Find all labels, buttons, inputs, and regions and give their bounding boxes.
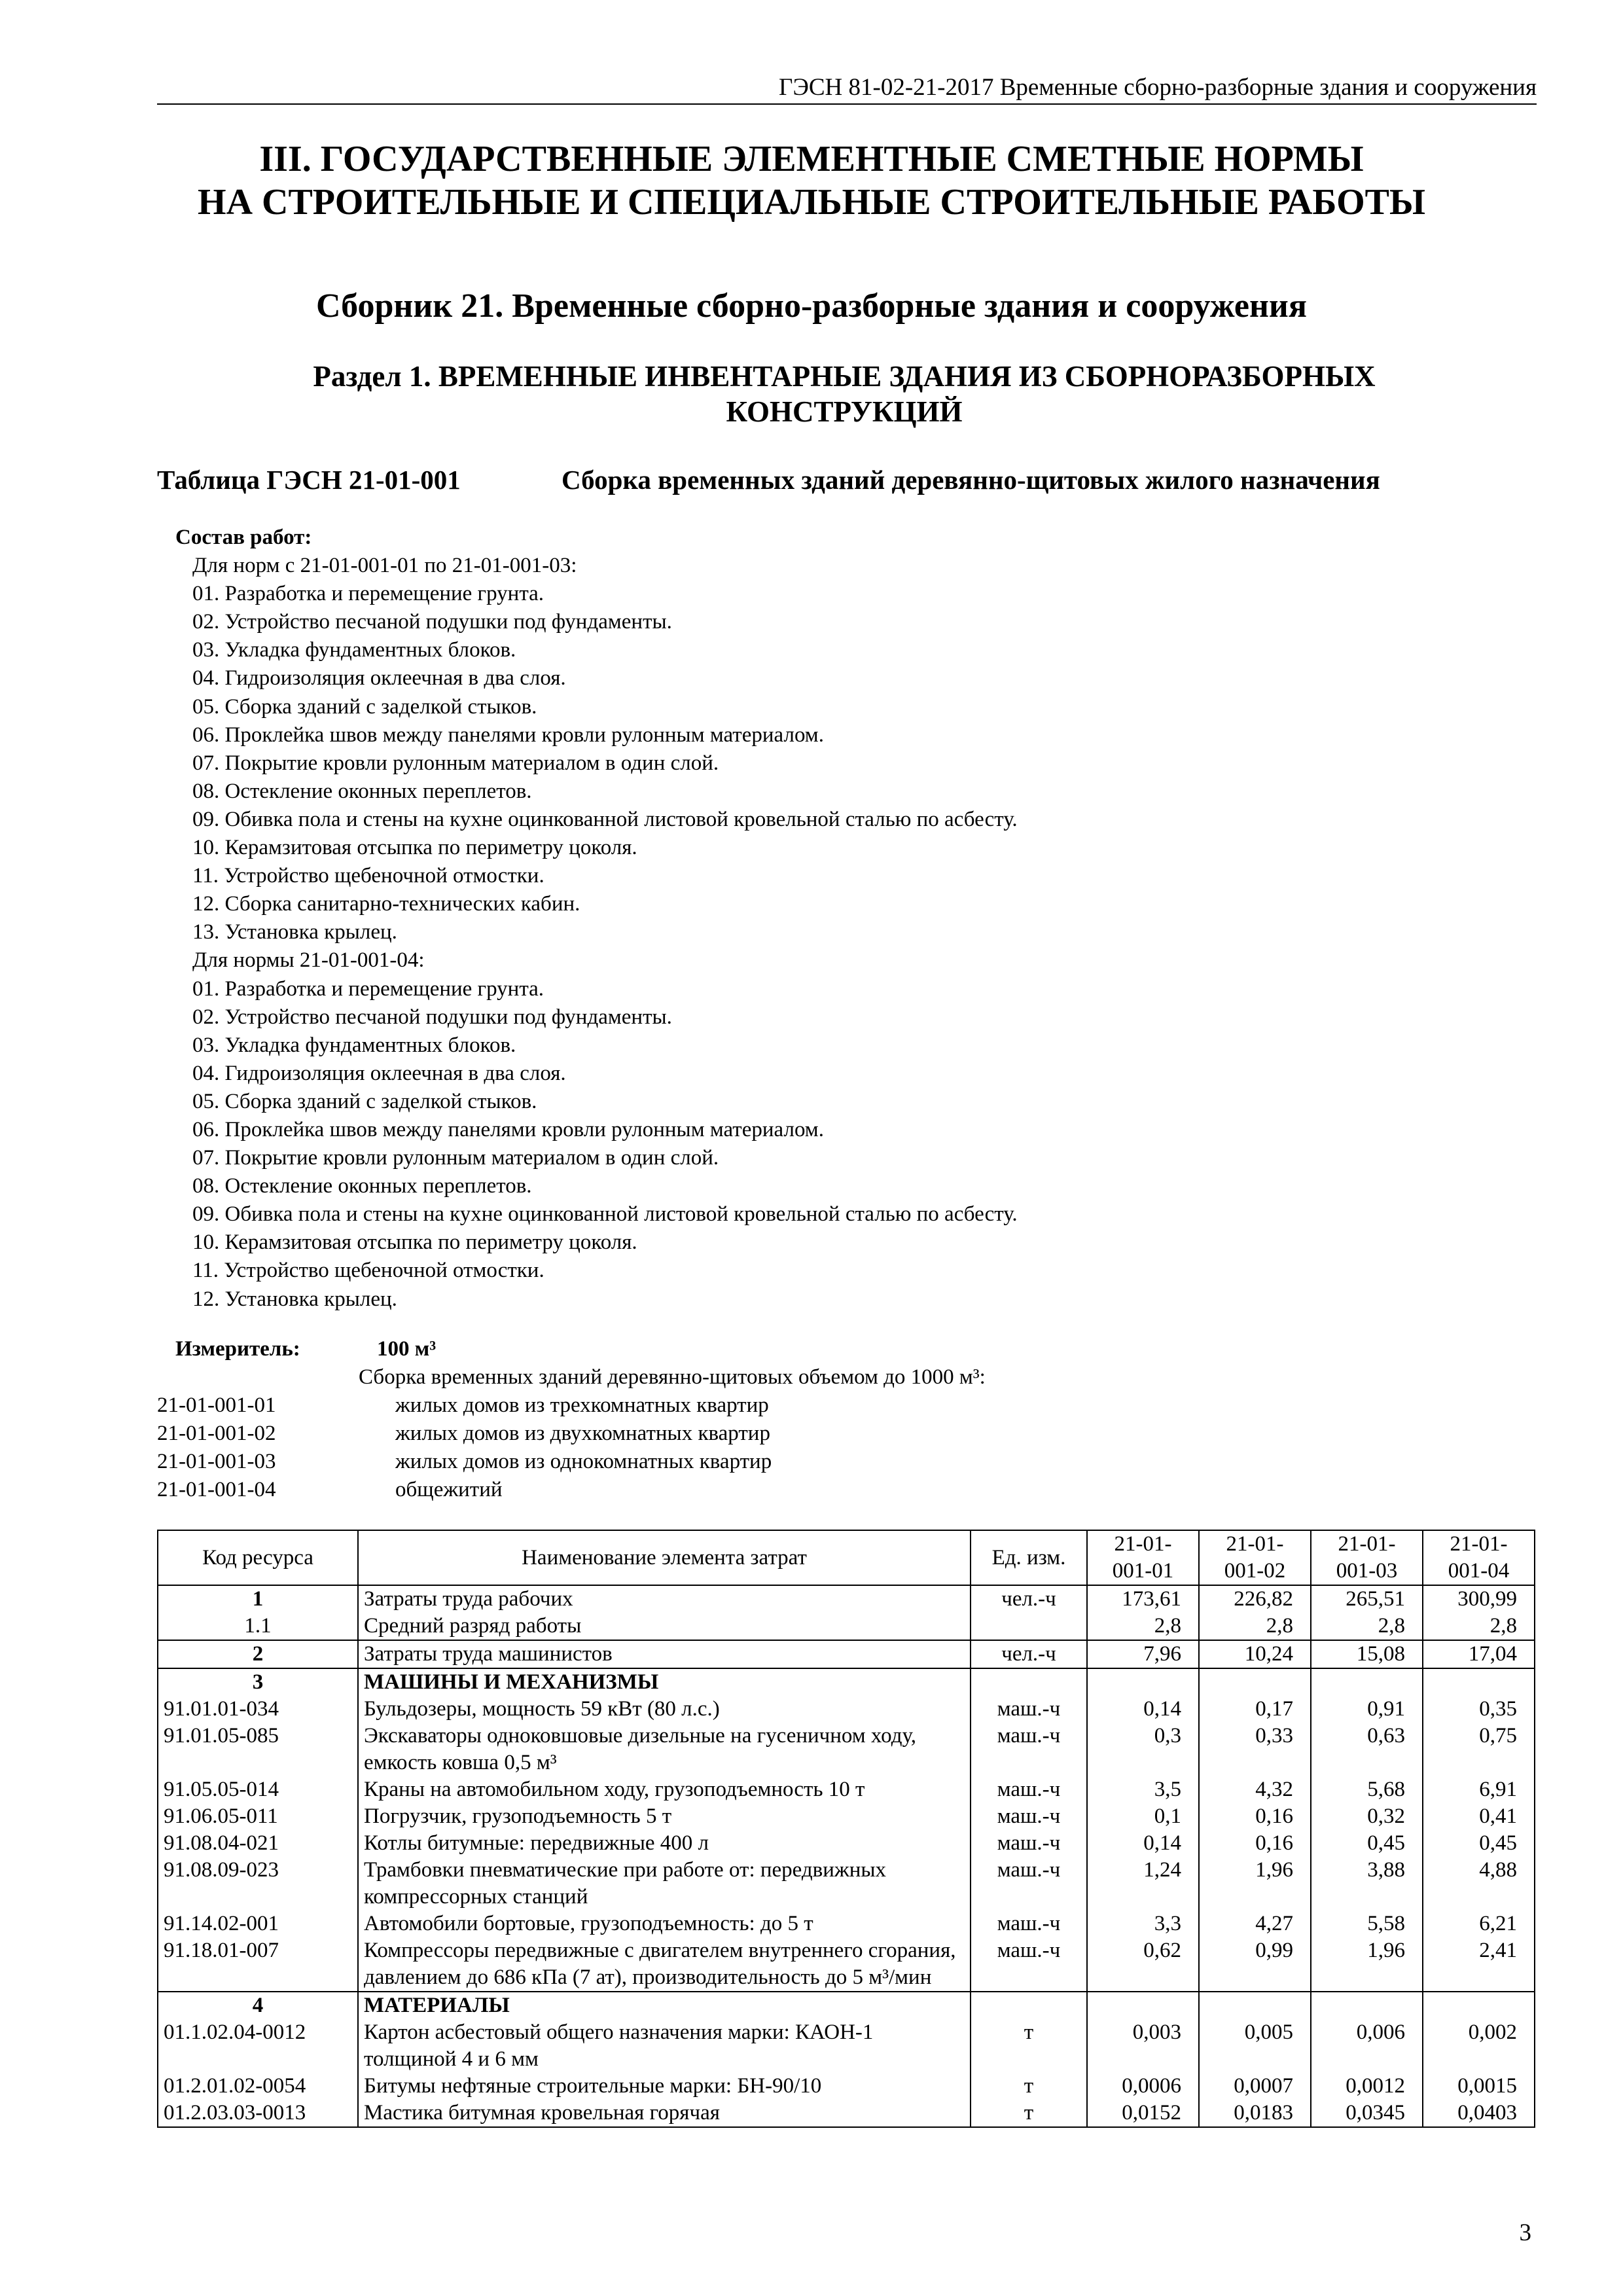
table-row <box>158 1803 1535 1830</box>
work-item: 05. Сборка зданий с заделкой стыков. <box>192 1089 537 1113</box>
header-unit: Ед. изм. <box>971 1530 1087 1585</box>
meter-items <box>157 1391 1204 1504</box>
work-composition-label: Состав работ: <box>175 526 312 549</box>
norm-value <box>1423 1668 1535 1696</box>
norm-value: 4,32 <box>1199 1776 1311 1803</box>
work-item: 06. Проклейка швов между панелями кровли рулонным материалом. <box>192 723 824 747</box>
resource-name: Автомобили бортовые, грузоподъемность: до 5 т <box>358 1910 971 1937</box>
work-item: 11. Устройство щебеночной отмостки. <box>192 864 544 888</box>
norm-value: 0,35 <box>1423 1696 1535 1723</box>
norm-value: 0,002 <box>1423 2019 1535 2073</box>
norm-value: 300,99 <box>1423 1585 1535 1613</box>
meter-item-text: жилых домов из двухкомнатных квартир <box>395 1422 770 1446</box>
norm-value <box>1087 1992 1199 2019</box>
resource-name: Погрузчик, грузоподъемность 5 т <box>358 1803 971 1830</box>
resource-unit: маш.-ч <box>971 1723 1087 1776</box>
table-title: Сборка временных зданий деревянно-щитовых жилого назначения <box>562 465 1380 495</box>
resource-code: 91.06.05-011 <box>158 1803 358 1830</box>
norm-value: 0,16 <box>1199 1803 1311 1830</box>
resource-code: 91.01.01-034 <box>158 1696 358 1723</box>
resource-unit: маш.-ч <box>971 1937 1087 1992</box>
resource-name: Картон асбестовый общего назначения марки: КАОН-1 толщиной 4 и 6 мм <box>358 2019 971 2073</box>
norm-value: 3,88 <box>1311 1857 1423 1910</box>
table-code: Таблица ГЭСН 21-01-001 <box>157 465 461 495</box>
norm-value: 0,63 <box>1311 1723 1423 1776</box>
norm-value: 0,0015 <box>1423 2073 1535 2100</box>
resource-table <box>157 1530 1535 2128</box>
resource-unit: маш.-ч <box>971 1857 1087 1910</box>
table-row <box>158 1696 1535 1723</box>
work-item: 09. Обивка пола и стены на кухне оцинкованной листовой кровельной сталью по асбесту. <box>192 807 1018 831</box>
meter-item-code: 21-01-001-01 <box>157 1393 276 1418</box>
work-composition-list <box>175 552 1018 1314</box>
norm-value: 0,005 <box>1199 2019 1311 2073</box>
norm-value: 0,0152 <box>1087 2100 1199 2127</box>
table-row <box>158 2100 1535 2127</box>
norm-value: 0,0183 <box>1199 2100 1311 2127</box>
norm-value: 7,96 <box>1087 1640 1199 1668</box>
resource-name: Котлы битумные: передвижные 400 л <box>358 1830 971 1857</box>
meter-item-text: общежитий <box>395 1478 503 1502</box>
norm-value <box>1423 1992 1535 2019</box>
norm-value: 0,41 <box>1423 1803 1535 1830</box>
meter-item-text: жилых домов из однокомнатных квартир <box>395 1450 772 1474</box>
norm-value: 0,16 <box>1199 1830 1311 1857</box>
work-item: 13. Установка крылец. <box>192 920 397 944</box>
work-item: 01. Разработка и перемещение грунта. <box>192 582 544 606</box>
norm-value: 0,45 <box>1311 1830 1423 1857</box>
work-item: 04. Гидроизоляция оклеечная в два слоя. <box>192 1061 566 1085</box>
norm-value: 1,96 <box>1311 1937 1423 1992</box>
table-row <box>158 1640 1535 1668</box>
norm-value <box>1311 1668 1423 1696</box>
main-title-line-1: III. ГОСУДАРСТВЕННЫЕ ЭЛЕМЕНТНЫЕ СМЕТНЫЕ НОРМЫ <box>259 139 1364 179</box>
norm-value: 4,88 <box>1423 1857 1535 1910</box>
meter-description: Сборка временных зданий деревянно-щитовых объемом до 1000 м³: <box>359 1365 986 1390</box>
norm-value: 173,61 <box>1087 1585 1199 1613</box>
table-row <box>158 1830 1535 1857</box>
norm-value: 0,14 <box>1087 1830 1199 1857</box>
work-item: 08. Остекление оконных переплетов. <box>192 1174 532 1198</box>
resource-name: Бульдозеры, мощность 59 кВт (80 л.с.) <box>358 1696 971 1723</box>
table-row <box>158 1857 1535 1910</box>
main-title-line-2: НА СТРОИТЕЛЬНЫЕ И СПЕЦИАЛЬНЫЕ СТРОИТЕЛЬНЫЕ РАБОТЫ <box>198 182 1425 223</box>
work-item: 07. Покрытие кровли рулонным материалом в один слой. <box>192 751 719 775</box>
resource-name: Битумы нефтяные строительные марки: БН-90/10 <box>358 2073 971 2100</box>
meter-item <box>157 1420 1204 1448</box>
work-item: 10. Керамзитовая отсыпка по периметру цоколя. <box>192 1230 637 1255</box>
resource-name: Трамбовки пневматические при работе от: передвижных компрессорных станций <box>358 1857 971 1910</box>
table-row <box>158 2019 1535 2073</box>
norm-value <box>1199 1668 1311 1696</box>
collection-title: Сборник 21. Временные сборно-разборные здания и сооружения <box>315 287 1308 325</box>
table-row <box>158 1776 1535 1803</box>
resource-name: Краны на автомобильном ходу, грузоподъемность 10 т <box>358 1776 971 1803</box>
work-item: 01. Разработка и перемещение грунта. <box>192 977 544 1001</box>
work-item: Для норм с 21-01-001-01 по 21-01-001-03: <box>192 554 577 578</box>
meter-unit: 100 м³ <box>377 1337 437 1361</box>
resource-code: 91.08.09-023 <box>158 1857 358 1910</box>
table-row <box>158 1585 1535 1613</box>
table-heading <box>157 463 1380 496</box>
resource-unit: маш.-ч <box>971 1803 1087 1830</box>
page-number: 3 <box>1519 2219 1531 2246</box>
norm-value: 15,08 <box>1311 1640 1423 1668</box>
norm-value: 5,58 <box>1311 1910 1423 1937</box>
norm-value: 0,3 <box>1087 1723 1199 1776</box>
resource-code: 91.14.02-001 <box>158 1910 358 1937</box>
norm-value: 6,21 <box>1423 1910 1535 1937</box>
work-item: 02. Устройство песчаной подушки под фундаменты. <box>192 1005 672 1029</box>
work-item: 12. Сборка санитарно-технических кабин. <box>192 892 580 916</box>
work-item: 06. Проклейка швов между панелями кровли рулонным материалом. <box>192 1117 824 1141</box>
norm-value: 0,45 <box>1423 1830 1535 1857</box>
resource-unit: т <box>971 2019 1087 2073</box>
work-item: 09. Обивка пола и стены на кухне оцинкованной листовой кровельной сталью по асбесту. <box>192 1202 1018 1227</box>
resource-code: 01.1.02.04-0012 <box>158 2019 358 2073</box>
work-item: 08. Остекление оконных переплетов. <box>192 779 532 803</box>
table-body <box>158 1585 1535 2127</box>
norm-value: 1,96 <box>1199 1857 1311 1910</box>
norm-value <box>1311 1992 1423 2019</box>
meter-label: Измеритель: <box>175 1337 300 1361</box>
table-row <box>158 1992 1535 2019</box>
norm-value: 0,006 <box>1311 2019 1423 2073</box>
table-row <box>158 1723 1535 1776</box>
resource-name: Мастика битумная кровельная горячая <box>358 2100 971 2127</box>
table-header-row <box>158 1530 1535 1585</box>
norm-value: 17,04 <box>1423 1640 1535 1668</box>
norm-value: 0,1 <box>1087 1803 1199 1830</box>
resource-name: Затраты труда рабочих <box>358 1585 971 1613</box>
resource-name: Средний разряд работы <box>358 1613 971 1640</box>
resource-name: Экскаваторы одноковшовые дизельные на гусеничном ходу, емкость ковша 0,5 м³ <box>358 1723 971 1776</box>
norm-value: 0,14 <box>1087 1696 1199 1723</box>
work-item: 05. Сборка зданий с заделкой стыков. <box>192 694 537 719</box>
norm-value: 0,99 <box>1199 1937 1311 1992</box>
work-item: 10. Керамзитовая отсыпка по периметру цоколя. <box>192 836 637 860</box>
meter-item-code: 21-01-001-02 <box>157 1422 276 1446</box>
resource-unit: маш.-ч <box>971 1696 1087 1723</box>
norm-value: 1,24 <box>1087 1857 1199 1910</box>
norm-value: 6,91 <box>1423 1776 1535 1803</box>
work-item: 11. Устройство щебеночной отмостки. <box>192 1259 544 1283</box>
norm-value: 0,0403 <box>1423 2100 1535 2127</box>
header-norm-03: 21-01- 001-03 <box>1311 1530 1423 1585</box>
resource-unit: т <box>971 2073 1087 2100</box>
section-title-line-2: КОНСТРУКЦИЙ <box>726 395 963 428</box>
section-title <box>249 359 1440 429</box>
work-item: 12. Установка крылец. <box>192 1287 397 1311</box>
table-row <box>158 1937 1535 1992</box>
norm-value: 0,62 <box>1087 1937 1199 1992</box>
resource-code: 3 <box>158 1668 358 1696</box>
resource-unit: чел.-ч <box>971 1585 1087 1613</box>
meter-item <box>157 1476 1204 1504</box>
work-item: 07. Покрытие кровли рулонным материалом в один слой. <box>192 1146 719 1170</box>
norm-value: 2,8 <box>1423 1613 1535 1640</box>
resource-unit: маш.-ч <box>971 1776 1087 1803</box>
work-item: 04. Гидроизоляция оклеечная в два слоя. <box>192 666 566 691</box>
norm-value: 3,5 <box>1087 1776 1199 1803</box>
norm-value: 3,3 <box>1087 1910 1199 1937</box>
resource-unit: т <box>971 2100 1087 2127</box>
resource-code: 91.08.04-021 <box>158 1830 358 1857</box>
resource-name: МАТЕРИАЛЫ <box>358 1992 971 2019</box>
norm-value: 0,17 <box>1199 1696 1311 1723</box>
main-title <box>131 137 1492 224</box>
meter-row <box>157 1335 1204 1363</box>
work-item: 03. Укладка фундаментных блоков. <box>192 1033 516 1057</box>
resource-code: 1.1 <box>158 1613 358 1640</box>
norm-value: 265,51 <box>1311 1585 1423 1613</box>
resource-name: Затраты труда машинистов <box>358 1640 971 1668</box>
norm-value: 0,32 <box>1311 1803 1423 1830</box>
norm-value: 2,41 <box>1423 1937 1535 1992</box>
header-name: Наименование элемента затрат <box>358 1530 971 1585</box>
meter-item-code: 21-01-001-03 <box>157 1450 276 1474</box>
norm-value: 0,0345 <box>1311 2100 1423 2127</box>
resource-code: 1 <box>158 1585 358 1613</box>
header-norm-02: 21-01- 001-02 <box>1199 1530 1311 1585</box>
norm-value: 0,0007 <box>1199 2073 1311 2100</box>
resource-name: Компрессоры передвижные с двигателем внутреннего сгорания, давлением до 686 кПа (7 ат), производительность до 5 м³/мин <box>358 1937 971 1992</box>
norm-value: 0,0012 <box>1311 2073 1423 2100</box>
header-norm-01: 21-01- 001-01 <box>1087 1530 1199 1585</box>
header-norm-04: 21-01- 001-04 <box>1423 1530 1535 1585</box>
table-row <box>158 1613 1535 1640</box>
resource-code: 2 <box>158 1640 358 1668</box>
work-item: 02. Устройство песчаной подушки под фундаменты. <box>192 610 672 634</box>
header-code: Код ресурса <box>158 1530 358 1585</box>
table-row <box>158 1910 1535 1937</box>
norm-value: 0,33 <box>1199 1723 1311 1776</box>
table-row <box>158 2073 1535 2100</box>
table-row <box>158 1668 1535 1696</box>
running-header: ГЭСН 81-02-21-2017 Временные сборно-разборные здания и сооружения <box>157 73 1537 105</box>
resource-unit <box>971 1668 1087 1696</box>
norm-value: 4,27 <box>1199 1910 1311 1937</box>
work-item: 03. Укладка фундаментных блоков. <box>192 638 516 662</box>
work-composition <box>175 524 1018 1314</box>
resource-unit: маш.-ч <box>971 1830 1087 1857</box>
norm-value: 2,8 <box>1199 1613 1311 1640</box>
norm-value: 0,003 <box>1087 2019 1199 2073</box>
resource-code: 91.18.01-007 <box>158 1937 358 1992</box>
norm-value: 0,91 <box>1311 1696 1423 1723</box>
norm-value: 5,68 <box>1311 1776 1423 1803</box>
norm-value: 0,75 <box>1423 1723 1535 1776</box>
meter-item-code: 21-01-001-04 <box>157 1478 276 1502</box>
resource-unit <box>971 1992 1087 2019</box>
resource-code: 01.2.03.03-0013 <box>158 2100 358 2127</box>
norm-value: 0,0006 <box>1087 2073 1199 2100</box>
resource-name: МАШИНЫ И МЕХАНИЗМЫ <box>358 1668 971 1696</box>
resource-unit: маш.-ч <box>971 1910 1087 1937</box>
resource-code: 91.01.05-085 <box>158 1723 358 1776</box>
section-title-line-1: Раздел 1. ВРЕМЕННЫЕ ИНВЕНТАРНЫЕ ЗДАНИЯ ИЗ СБОРНОРАЗБОРНЫХ <box>313 360 1376 393</box>
meter-item <box>157 1391 1204 1420</box>
norm-value: 2,8 <box>1311 1613 1423 1640</box>
resource-code: 01.2.01.02-0054 <box>158 2073 358 2100</box>
resource-unit <box>971 1613 1087 1640</box>
resource-code: 91.05.05-014 <box>158 1776 358 1803</box>
meter-block <box>157 1335 1204 1505</box>
meter-item-text: жилых домов из трехкомнатных квартир <box>395 1393 769 1418</box>
norm-value: 10,24 <box>1199 1640 1311 1668</box>
resource-code: 4 <box>158 1992 358 2019</box>
meter-description-row <box>157 1363 1204 1391</box>
resource-unit: чел.-ч <box>971 1640 1087 1668</box>
norm-value <box>1199 1992 1311 2019</box>
work-item: Для нормы 21-01-001-04: <box>192 948 425 973</box>
meter-item <box>157 1448 1204 1476</box>
norm-value: 2,8 <box>1087 1613 1199 1640</box>
norm-value <box>1087 1668 1199 1696</box>
norm-value: 226,82 <box>1199 1585 1311 1613</box>
